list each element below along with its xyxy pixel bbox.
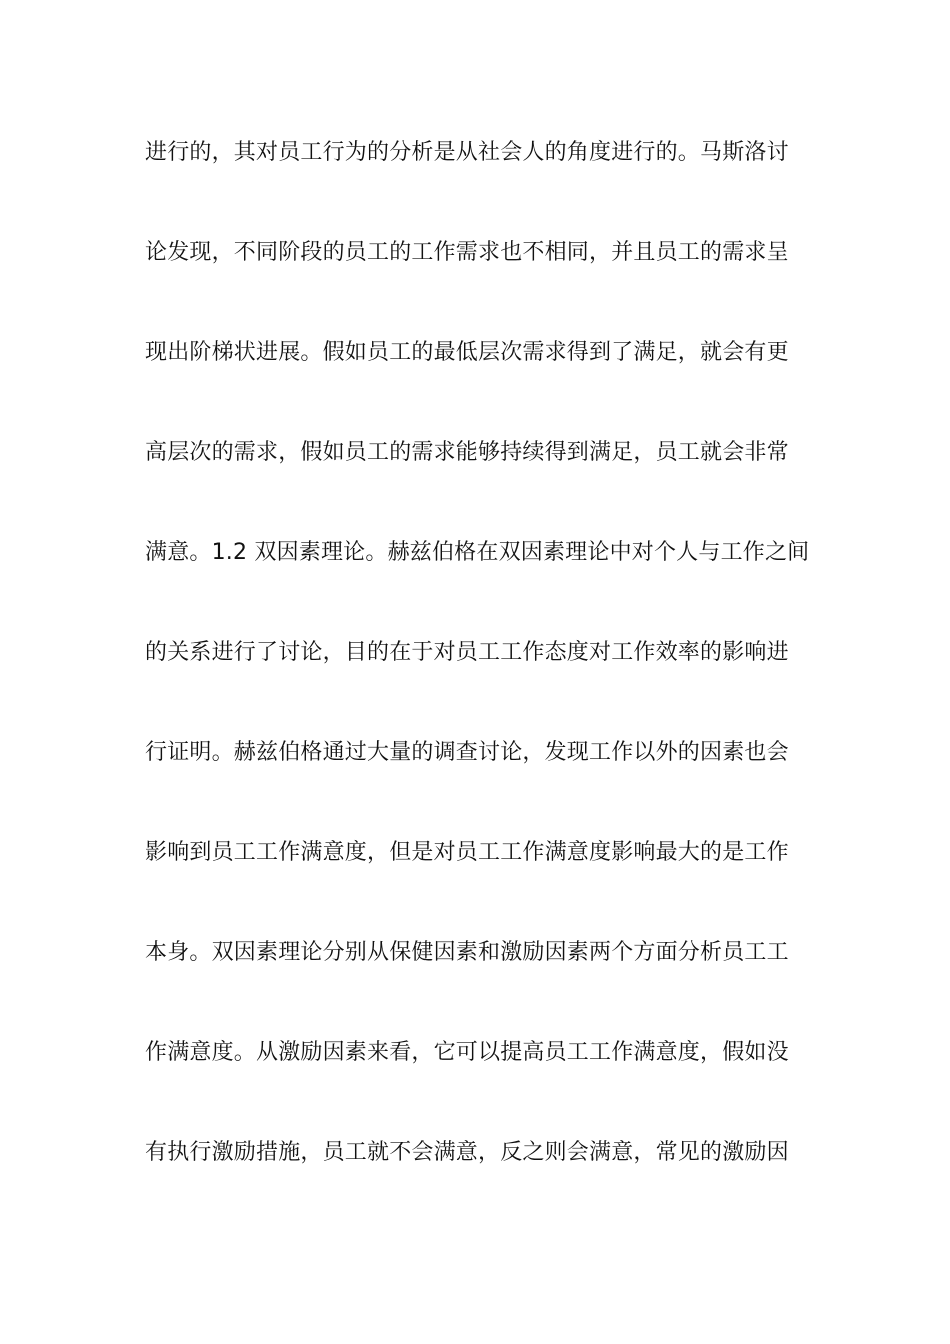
text-line: 有执行激励措施，员工就不会满意，反之则会满意，常见的激励因 xyxy=(145,1140,789,1165)
text-line: 行证明。赫兹伯格通过大量的调查讨论，发现工作以外的因素也会 xyxy=(145,740,789,765)
text-line: 影响到员工工作满意度，但是对员工工作满意度影响最大的是工作 xyxy=(145,840,789,865)
text-line: 本身。双因素理论分别从保健因素和激励因素两个方面分析员工工 xyxy=(145,940,789,965)
text-line: 的关系进行了讨论，目的在于对员工工作态度对工作效率的影响进 xyxy=(145,640,789,665)
text-line: 高层次的需求，假如员工的需求能够持续得到满足，员工就会非常 xyxy=(145,440,789,465)
text-line: 论发现，不同阶段的员工的工作需求也不相同，并且员工的需求呈 xyxy=(145,240,789,265)
text-line: 进行的，其对员工行为的分析是从社会人的角度进行的。马斯洛讨 xyxy=(145,140,789,165)
text-line: 现出阶梯状进展。假如员工的最低层次需求得到了满足，就会有更 xyxy=(145,340,789,365)
text-line: 作满意度。从激励因素来看，它可以提高员工工作满意度，假如没 xyxy=(145,1040,789,1065)
text-line: 满意。1.2 双因素理论。赫兹伯格在双因素理论中对个人与工作之间 xyxy=(145,540,810,565)
